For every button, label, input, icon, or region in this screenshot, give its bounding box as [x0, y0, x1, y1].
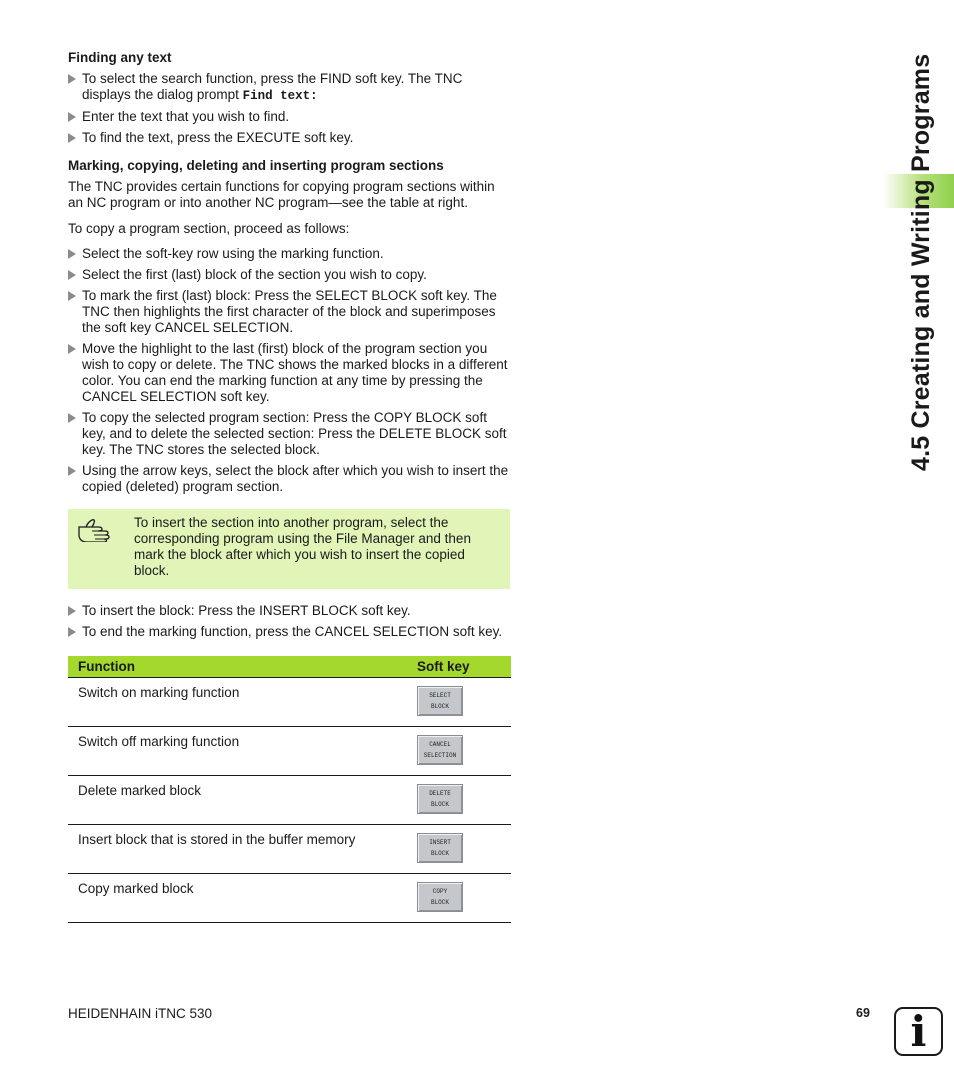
step-text: Enter the text that you wish to find.	[82, 109, 290, 124]
softkey-line: DELETE	[429, 790, 451, 797]
dialog-prompt-code: Find text:	[242, 89, 318, 103]
finding-text-steps	[68, 71, 510, 146]
list-item	[68, 246, 510, 262]
triangle-arrow-icon	[68, 133, 76, 143]
intro-paragraph: The TNC provides certain functions for copying program sections within an NC program or into another NC program—see the table at right.	[68, 179, 495, 210]
list-item	[68, 267, 510, 283]
column-header-softkey: Soft key	[407, 656, 511, 678]
final-steps	[68, 603, 510, 640]
softkey-line: BLOCK	[430, 801, 449, 808]
triangle-arrow-icon	[68, 291, 76, 301]
table-row	[68, 727, 511, 776]
triangle-arrow-icon	[68, 413, 76, 423]
list-item	[68, 410, 510, 458]
list-item	[68, 130, 510, 146]
function-cell: Insert block that is stored in the buffer memory	[68, 825, 407, 874]
softkey-cell	[407, 776, 511, 825]
table-row	[68, 678, 511, 727]
softkey-line: CANCEL	[429, 741, 451, 748]
triangle-arrow-icon	[68, 627, 76, 637]
step-text: To insert the block: Press the INSERT BLOCK soft key.	[82, 603, 411, 618]
function-cell: Delete marked block	[68, 776, 407, 825]
select-block-softkey	[417, 686, 463, 716]
softkey-cell	[407, 825, 511, 874]
triangle-arrow-icon	[68, 74, 76, 84]
table-header-row	[68, 656, 511, 678]
heading-marking-sections: Marking, copying, deleting and inserting program sections	[68, 158, 444, 173]
softkey-cell	[407, 727, 511, 776]
table-row	[68, 825, 511, 874]
page-number: 69	[856, 1006, 870, 1020]
info-icon: i	[894, 1007, 943, 1056]
footer-product: HEIDENHAIN iTNC 530	[68, 1006, 213, 1021]
step-text: Select the first (last) block of the section you wish to copy.	[82, 267, 427, 282]
note-box	[68, 509, 510, 589]
step-text: Using the arrow keys, select the block after which you wish to insert the copied (deleted) program section.	[82, 463, 509, 494]
list-item	[68, 463, 510, 495]
triangle-arrow-icon	[68, 112, 76, 122]
softkey-line: SELECTION	[423, 752, 457, 759]
delete-block-softkey	[417, 784, 463, 814]
pointing-hand-icon	[78, 515, 134, 579]
triangle-arrow-icon	[68, 466, 76, 476]
list-item	[68, 603, 510, 619]
triangle-arrow-icon	[68, 249, 76, 259]
heading-finding-text: Finding any text	[68, 50, 172, 65]
column-header-function: Function	[68, 656, 407, 678]
function-cell: Switch on marking function	[68, 678, 407, 727]
softkey-cell	[407, 678, 511, 727]
step-text: To mark the first (last) block: Press the SELECT BLOCK soft key. The TNC then highlights the first character of the block and superimposes the soft key CANCEL SELECTION.	[82, 288, 497, 335]
softkey-line: BLOCK	[430, 703, 449, 710]
softkey-line: INSERT	[429, 839, 451, 846]
step-text: To end the marking function, press the CANCEL SELECTION soft key.	[82, 624, 503, 639]
softkey-line: SELECT	[429, 692, 451, 699]
step-text: To copy the selected program section: Press the COPY BLOCK soft key, and to delete the selected section: Press the DELETE BLOCK soft key. The TNC stores the selected block.	[82, 410, 507, 457]
softkey-line: BLOCK	[430, 850, 449, 857]
triangle-arrow-icon	[68, 270, 76, 280]
softkey-table	[68, 656, 511, 923]
list-item	[68, 71, 510, 104]
chapter-title: 4.5 Creating and Writing Programs	[907, 53, 935, 471]
note-text: To insert the section into another program, select the corresponding program using the File Manager and then mark the block after which you wish to insert the copied block.	[134, 515, 471, 578]
list-item	[68, 109, 510, 125]
insert-block-softkey	[417, 833, 463, 863]
step-text: Move the highlight to the last (first) block of the program section you wish to copy or delete. The TNC shows the marked blocks in a different color. You can end the marking function at any time by pressing the CANCEL SELECTION soft key.	[82, 341, 508, 404]
function-cell: Switch off marking function	[68, 727, 407, 776]
function-cell: Copy marked block	[68, 874, 407, 923]
softkey-cell	[407, 874, 511, 923]
triangle-arrow-icon	[68, 606, 76, 616]
table-row	[68, 776, 511, 825]
copy-block-softkey	[417, 882, 463, 912]
cancel-selection-softkey	[417, 735, 463, 765]
softkey-line: BLOCK	[430, 899, 449, 906]
step-text: Select the soft-key row using the marking function.	[82, 246, 384, 261]
softkey-line: COPY	[432, 888, 448, 895]
triangle-arrow-icon	[68, 344, 76, 354]
step-text: To select the search function, press the FIND soft key. The TNC displays the dialog prompt	[82, 71, 463, 102]
table-row	[68, 874, 511, 923]
list-item	[68, 341, 510, 405]
list-item	[68, 624, 510, 640]
copy-steps	[68, 246, 510, 495]
step-text: To find the text, press the EXECUTE soft key.	[82, 130, 354, 145]
page-content	[68, 50, 510, 923]
lead-paragraph: To copy a program section, proceed as follows:	[68, 221, 350, 236]
list-item	[68, 288, 510, 336]
